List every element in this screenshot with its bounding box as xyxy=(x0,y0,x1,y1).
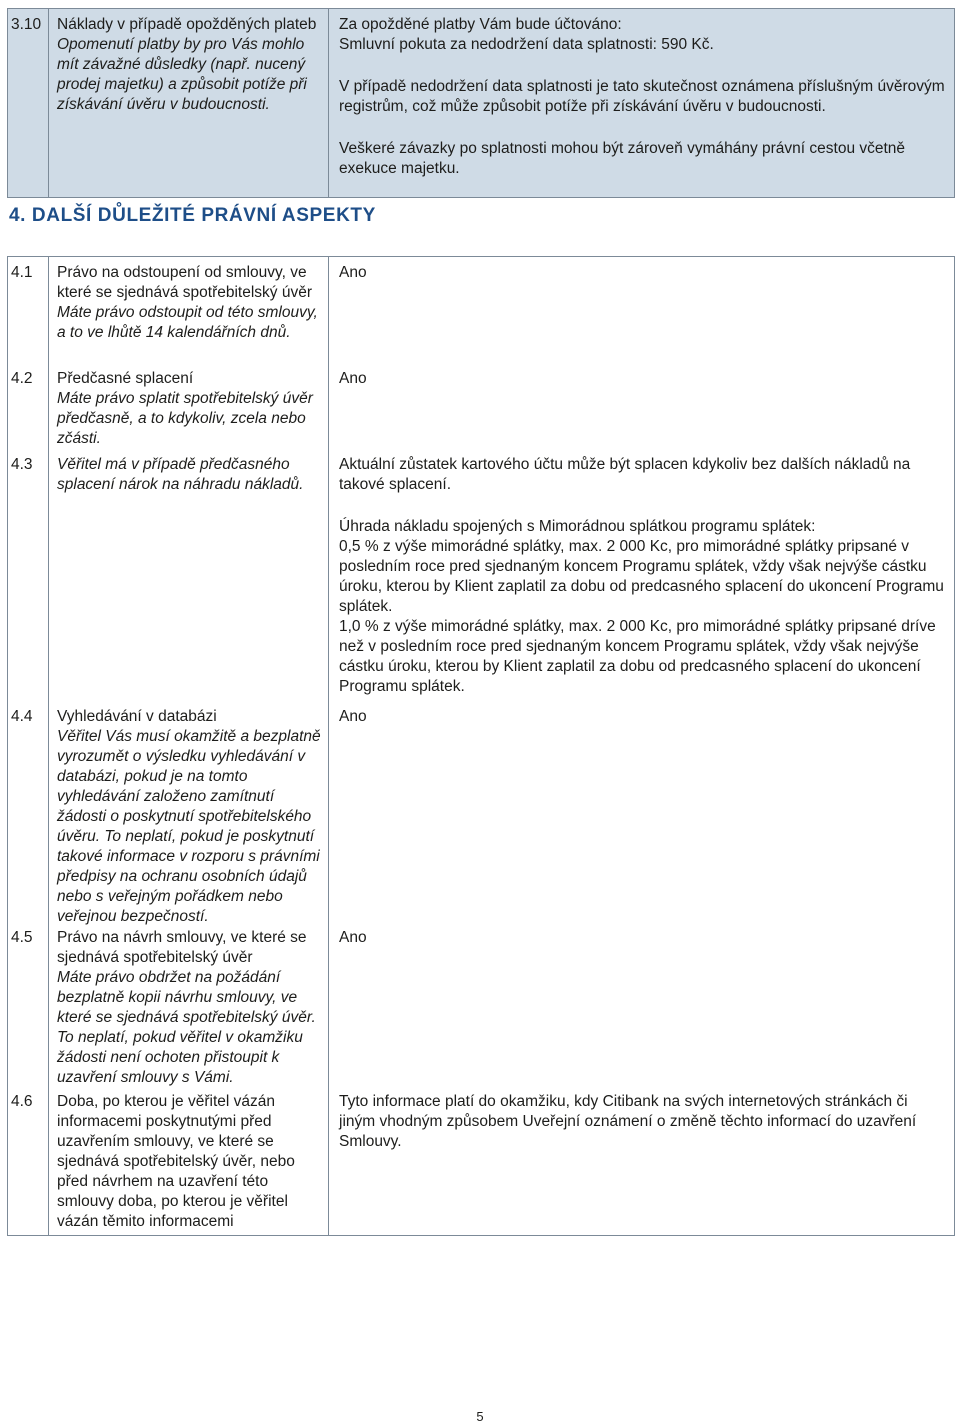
early-repayment-fee-earlier: 1,0 % z výše mimorádné splátky, max. 2 000 Kc, pro mimorádné splátky pripsané dríve než v posledním roce pred sjednaným koncem Programu splátek, vždy však nejvýše cástku úroku, kterou by Klient zaplatil za dobu od predcasného splacení do ukoncení Programu splátek. xyxy=(339,618,936,695)
row-title: Právo na odstoupení od smlouvy, ve které se sjednává spotřebitelský úvěr xyxy=(57,264,313,301)
row-label xyxy=(49,707,328,927)
row-3-10 xyxy=(7,8,955,198)
row-value: Ano xyxy=(339,370,367,387)
row-label xyxy=(49,1092,328,1232)
row-description: Máte právo splatit spotřebitelský úvěr předčasně, a to kdykoliv, zcela nebo zčásti. xyxy=(57,390,313,447)
row-label xyxy=(49,928,328,1088)
row-value: Ano xyxy=(339,708,367,725)
row-value xyxy=(328,9,954,197)
row-value: Tyto informace platí do okamžiku, kdy Citibank na svých internetových stránkách či jiným vhodným způsobem Uveřejní oznámení o změně těchto informací do uzavření Smlouvy. xyxy=(339,1093,917,1150)
row-value: Ano xyxy=(339,929,367,946)
row-title: Právo na návrh smlouvy, ve které se sjednává spotřebitelský úvěr xyxy=(57,929,307,966)
row-number: 4.2 xyxy=(11,370,33,387)
early-repayment-card-note: Aktuální zůstatek kartového účtu může být splacen kdykoliv bez dalších nákladů na takové splacení. xyxy=(339,456,911,493)
early-repayment-fee-last-year: 0,5 % z výše mimorádné splátky, max. 2 000 Kc, pro mimorádné splátky pripsané v posledním roce pred sjednaným koncem Programu splátek, vždy však nejvýše cástku úroku, kterou by Klient zaplatil za dobu od predcasného splacení do ukoncení Programu splátek. xyxy=(339,538,944,615)
row-number: 4.5 xyxy=(11,929,33,946)
row-title: Náklady v případě opožděných plateb xyxy=(57,16,317,33)
value-column xyxy=(328,257,954,1235)
row-label xyxy=(48,9,328,197)
row-description: Věřitel má v případě předčasného splacení nárok na náhradu nákladů. xyxy=(57,456,304,493)
section-title: 4. DALŠÍ DŮLEŽITÉ PRÁVNÍ ASPEKTY xyxy=(9,205,376,226)
number-column xyxy=(8,257,48,1235)
row-value xyxy=(329,455,954,697)
row-description: Máte právo odstoupit od této smlouvy, a to ve lhůtě 14 kalendářních dnů. xyxy=(57,304,318,341)
row-number: 4.4 xyxy=(11,708,33,725)
row-value: Ano xyxy=(339,264,367,281)
row-title: Předčasné splacení xyxy=(57,370,194,387)
row-title: Vyhledávání v databázi xyxy=(57,708,217,725)
page-number: 5 xyxy=(476,1409,484,1424)
late-payment-line-1: Za opožděné platby Vám bude účtováno: xyxy=(339,16,622,33)
early-repayment-fee-heading: Úhrada nákladu spojených s Mimorádnou splátkou programu splátek: xyxy=(339,518,816,535)
row-number: 4.1 xyxy=(11,264,33,281)
late-payment-registry-note: V případě nedodržení data splatnosti je tato skutečnost oznámena příslušným úvěrovým registrům, což může způsobit potíže při získávání úvěru v budoucnosti. xyxy=(339,78,945,115)
label-column xyxy=(48,257,328,1235)
late-payment-enforcement-note: Veškeré závazky po splatnosti mohou být zároveň vymáhány právní cestou včetně exekuce majetku. xyxy=(339,140,906,177)
row-description: Opomenutí platby by pro Vás mohlo mít závažné důsledky (např. nucený prodej majetku) a způsobit potíže při získávání úvěru v budoucnosti. xyxy=(57,36,307,113)
row-label xyxy=(49,455,328,495)
row-number: 3.10 xyxy=(8,9,48,197)
row-title: Doba, po kterou je věřitel vázán informacemi poskytnutými před uzavřením smlouvy, ve které se sjednává spotřebitelský úvěr, nebo před návrhem na uzavření této smlouvy doba, po kterou je věřitel vázán těmito informacemi xyxy=(57,1093,295,1230)
row-label xyxy=(49,263,328,343)
row-label xyxy=(49,369,328,449)
row-description: Věřitel Vás musí okamžitě a bezplatně vyrozumět o výsledku vyhledávání v databázi, pokud je na tomto vyhledávání založeno zamítnutí žádosti o poskytnutí spotřebitelského úvěru. To neplatí, pokud je poskytnutí takové informace v rozporu s právními předpisy na ochranu osobních údajů nebo s veřejným pořádkem nebo veřejnou bezpečností. xyxy=(57,728,321,925)
row-description: Máte právo obdržet na požádání bezplatně kopii návrhu smlouvy, ve které se sjednává spotřebitelský úvěr. To neplatí, pokud věřitel v okamžiku žádosti není ochoten přistoupit k uzavření smlouvy s Vámi. xyxy=(57,969,316,1086)
legal-aspects-table xyxy=(7,256,955,1236)
row-number: 4.6 xyxy=(11,1093,33,1110)
row-number: 4.3 xyxy=(11,456,33,473)
late-payment-line-2: Smluvní pokuta za nedodržení data splatnosti: 590 Kč. xyxy=(339,36,714,53)
